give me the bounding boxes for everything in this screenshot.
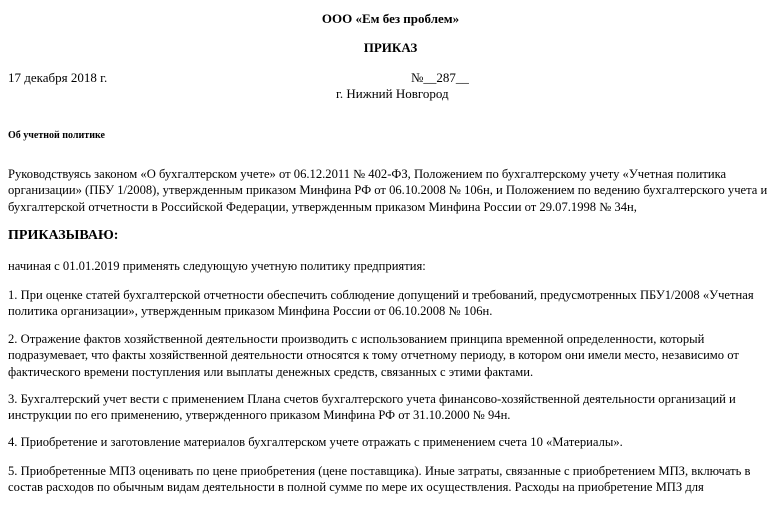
document-subject: Об учетной политике: [8, 130, 105, 141]
organization-name: ООО «Ем без проблем»: [321, 11, 460, 26]
document-number: №__287__: [411, 70, 469, 85]
order-item-3: 3. Бухгалтерский учет вести с применением Плана счетов бухгалтерского учета финансово-хозяйственной деятельности организаций и инструкции по его применению, утвержденного приказом Минфина РФ от 31.10.2000 № 94н.: [8, 392, 736, 423]
order-item-4: 4. Приобретение и заготовление материалов бухгалтерском учете отражать с применением счета 10 «Материалы».: [8, 435, 623, 449]
order-item-5: 5. Приобретенные МПЗ оценивать по цене приобретения (цене поставщика). Иные затраты, связанные с приобретением МПЗ, включать в состав расходов по обычным видам деятельности в полной сумме по мере их осуществления. Расходы на приобретение МПЗ для: [8, 464, 751, 495]
document-title: ПРИКАЗ: [363, 40, 418, 55]
order-heading: ПРИКАЗЫВАЮ:: [8, 228, 119, 243]
order-item-2: 2. Отражение фактов хозяйственной деятельности производить с использованием принципа временной определенности, который подразумевает, что факты хозяйственной деятельности относятся к тому отчетному периоду, в котором они имели место, независимо от фактического времени поступления или выплаты денежных средств, связанных с этими фактами.: [8, 332, 739, 379]
document-city: г. Нижний Новгород: [336, 86, 449, 101]
order-item-1: 1. При оценке статей бухгалтерской отчетности обеспечить соблюдение допущений и требований, предусмотренных ПБУ1/2008 «Учетная политика организации», утвержденным приказом Минфина России от 06.10.2008 № 106н.: [8, 288, 754, 319]
start-paragraph: начиная с 01.01.2019 применять следующую учетную политику предприятия:: [8, 259, 426, 273]
intro-paragraph: Руководствуясь законом «О бухгалтерском учете» от 06.12.2011 № 402-ФЗ, Положением по бухгалтерскому учету «Учетная политика организации» (ПБУ 1/2008), утвержденным приказом Минфина РФ от 06.10.2008 № 106н, и Положением по ведению бухгалтерского учета и бухгалтерской отчетности в Российской Федерации, утвержденным приказом Минфина России от 29.07.1998 № 34н,: [8, 167, 768, 214]
document-date: 17 декабря 2018 г.: [8, 70, 108, 85]
